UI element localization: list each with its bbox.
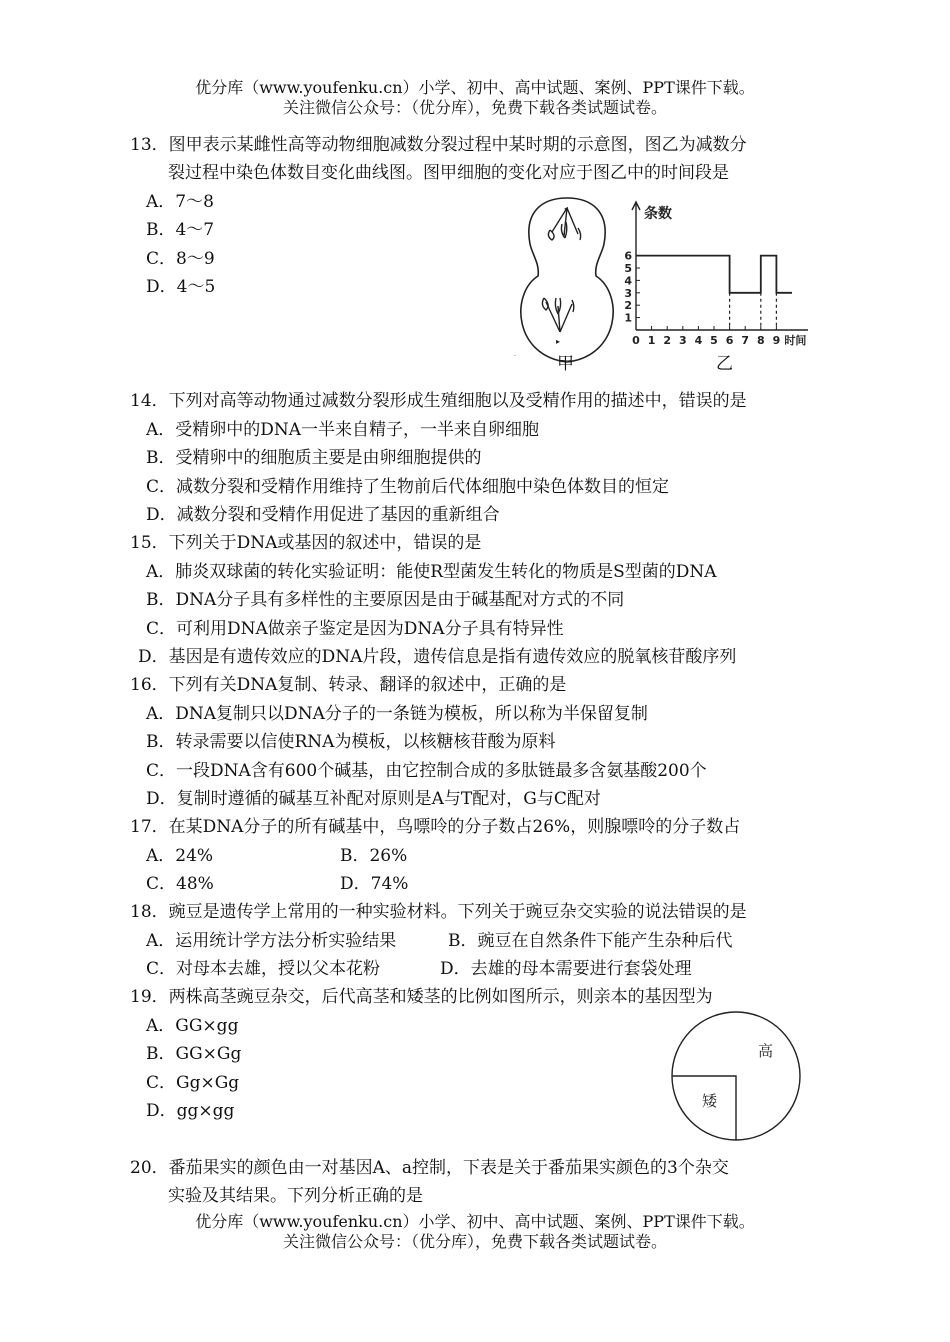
q18-option-c: C．对母本去雄，授以父本花粉: [146, 959, 381, 979]
q14-option-b: B．受精卵中的细胞质主要是由卵细胞提供的: [146, 448, 482, 468]
q17-option-c: C．48%: [146, 874, 214, 894]
chromosome-count-chart: [618, 196, 828, 354]
cell-outline: [521, 198, 613, 362]
q13-stem-line-1: 13．图甲表示某雌性高等动物细胞减数分裂过程中某时期的示意图，图乙为减数分: [130, 135, 747, 155]
q19-option-b: B．GG×Gg: [146, 1044, 242, 1064]
q17-option-b: B．26%: [340, 846, 408, 866]
x-tick-label: 4: [694, 334, 703, 347]
q13-option-a: A．7～8: [146, 192, 214, 212]
q13-stem-line-2: 裂过程中染色体数目变化曲线图。图甲细胞的变化对应于图乙中的时间段是: [168, 163, 729, 183]
height-ratio-pie: [668, 1010, 808, 1144]
q14-option-c: C．减数分裂和受精作用维持了生物前后代体细胞中染色体数目的恒定: [146, 477, 670, 497]
q18-option-a: A．运用统计学方法分析实验结果: [146, 931, 397, 951]
q17-option-d: D．74%: [340, 874, 409, 894]
x-tick-label: 6: [725, 334, 734, 347]
figure-jia-label: 甲: [557, 354, 574, 374]
y-tick-label: 2: [624, 299, 632, 313]
header-line-2: 关注微信公众号：（优分库），免费下载各类试题试卷。: [282, 98, 667, 117]
x-tick-label: 5: [710, 334, 718, 347]
q15-stem: 15．下列关于DNA或基因的叙述中，错误的是: [130, 533, 482, 553]
q19-option-d: D．gg×gg: [146, 1101, 235, 1121]
q13-option-c: C．8～9: [146, 249, 215, 269]
x-tick-label: 8: [756, 334, 765, 347]
y-tick-label: 5: [624, 262, 632, 275]
q15-option-b: B．DNA分子具有多样性的主要原因是由于碱基配对方式的不同: [146, 590, 625, 610]
chromosome-count-line: [636, 256, 792, 293]
q20-stem-line-2: 实验及其结果。下列分析正确的是: [168, 1186, 423, 1206]
cell-dot: .: [514, 351, 516, 358]
x-tick-label: 1: [647, 334, 656, 347]
cell-division-figure: [512, 194, 622, 376]
footer-line-2: 关注微信公众号：（优分库），免费下载各类试题试卷。: [282, 1232, 667, 1251]
y-tick-label: 3: [624, 286, 632, 300]
q13-option-b: B．4～7: [146, 220, 215, 240]
x-tick-label: 7: [741, 334, 750, 347]
x-axis-label: 时间: [784, 334, 807, 347]
x-tick-label: 2: [663, 334, 672, 347]
q15-option-a: A．肺炎双球菌的转化实验证明：能使R型菌发生转化的物质是S型菌的DNA: [146, 562, 717, 582]
header-line-1: 优分库（www.youfenku.cn）小学、初中、高中试题、案例、PPT课件下载。: [195, 78, 755, 97]
q17-stem: 17．在某DNA分子的所有碱基中，鸟嘌呤的分子数占26%，则腺嘌呤的分子数占: [130, 817, 741, 837]
q15-option-c: C．可利用DNA做亲子鉴定是因为DNA分子具有特异性: [146, 619, 564, 639]
q16-option-c: C．一段DNA含有600个碱基，由它控制合成的多肽链最多含氨基酸200个: [146, 761, 707, 781]
q18-option-b: B．豌豆在自然条件下能产生杂种后代: [448, 931, 733, 951]
x-tick-label: 0: [632, 334, 640, 347]
spindle-pole-bottom: ▸: [556, 337, 561, 346]
q17-option-a: A．24%: [146, 846, 214, 866]
q20-stem-line-1: 20．番茄果实的颜色由一对基因A、a控制，下表是关于番茄果实颜色的3个杂交: [130, 1158, 729, 1178]
q14-option-a: A．受精卵中的DNA一半来自精子，一半来自卵细胞: [146, 420, 540, 440]
q19-stem: 19．两株高茎豌豆杂交，后代高茎和矮茎的比例如图所示，则亲本的基因型为: [130, 987, 713, 1007]
pie-label-short: 矮: [702, 1092, 718, 1110]
x-tick-label: 9: [772, 334, 781, 347]
x-tick-label: 3: [678, 334, 687, 347]
q16-option-d: D．复制时遵循的碱基互补配对原则是A与T配对，G与C配对: [146, 789, 601, 809]
q13-option-d: D．4～5: [146, 277, 216, 297]
y-tick-label: 4: [624, 274, 632, 288]
chromosomes-bottom: [542, 298, 573, 332]
y-tick-label: 1: [624, 311, 632, 325]
figure-yi-label: 乙: [716, 354, 733, 374]
y-axis-label: 条数: [644, 206, 672, 222]
q14-stem: 14．下列对高等动物通过减数分裂形成生殖细胞以及受精作用的描述中，错误的是: [130, 391, 747, 411]
spindle-pole-top: ◂: [564, 204, 569, 213]
pie-label-tall: 高: [758, 1042, 774, 1060]
q16-stem: 16．下列有关DNA复制、转录、翻译的叙述中，正确的是: [130, 675, 567, 695]
q15-option-d: D．基因是有遗传效应的DNA片段，遗传信息是指有遗传效应的脱氧核苷酸序列: [138, 647, 737, 667]
y-tick-label: 6: [624, 249, 632, 263]
q19-option-a: A．GG×gg: [146, 1016, 239, 1036]
q14-option-d: D．减数分裂和受精作用促进了基因的重新组合: [146, 505, 500, 525]
q19-option-c: C．Gg×Gg: [146, 1073, 240, 1093]
q16-option-a: A．DNA复制只以DNA分子的一条链为模板，所以称为半保留复制: [146, 704, 648, 724]
q18-option-d: D．去雄的母本需要进行套袋处理: [440, 959, 692, 979]
q18-stem: 18．豌豆是遗传学上常用的一种实验材料。下列关于豌豆杂交实验的说法错误的是: [130, 902, 747, 922]
footer-line-1: 优分库（www.youfenku.cn）小学、初中、高中试题、案例、PPT课件下载。: [195, 1212, 755, 1231]
q16-option-b: B．转录需要以信使RNA为模板，以核糖核苷酸为原料: [146, 732, 556, 752]
